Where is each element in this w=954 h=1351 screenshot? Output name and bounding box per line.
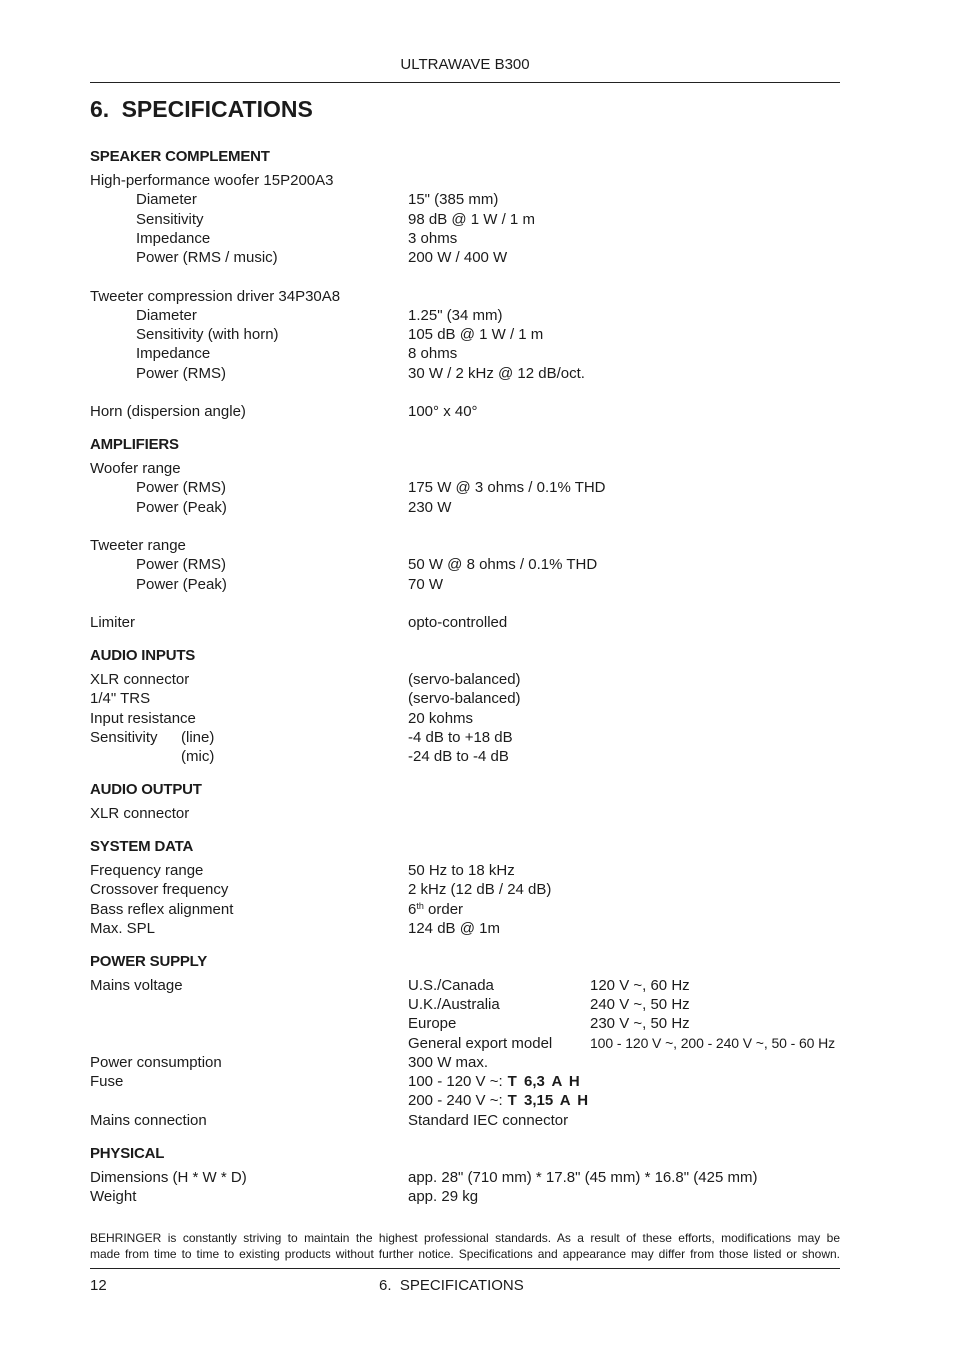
spec-row-weight bbox=[90, 1187, 840, 1206]
spec-row-bass-reflex bbox=[90, 900, 840, 919]
spec-row-mains-voltage bbox=[90, 1034, 840, 1053]
spec-label: Impedance bbox=[136, 229, 211, 247]
spec-label: Sensitivity bbox=[90, 728, 158, 746]
running-header-title: ULTRAWAVE B300 bbox=[400, 56, 530, 73]
spec-label: Max. SPL bbox=[90, 919, 156, 937]
spec-label: Frequency range bbox=[90, 862, 204, 879]
section-heading-physical: PHYSICAL bbox=[90, 1144, 165, 1162]
spec-label: Mains voltage bbox=[90, 976, 183, 994]
spec-label: Power (RMS) bbox=[136, 479, 227, 497]
spec-value: 300 W max. bbox=[408, 1053, 489, 1071]
spec-value: (servo-balanced) bbox=[408, 671, 521, 688]
page-number: 12 bbox=[90, 1277, 107, 1294]
spec-region: General export model bbox=[408, 1034, 553, 1052]
spec-label: Diameter bbox=[136, 191, 197, 209]
spec-value: 105 dB @ 1 W / 1 m bbox=[408, 326, 544, 343]
spec-row-woofer-power bbox=[90, 248, 840, 267]
spec-row-tweeter-power-rms bbox=[90, 555, 840, 574]
disclaimer-line: made from time to time to existing products without further notice. Specifications and appearance may differ from those listed or shown. bbox=[90, 1247, 840, 1261]
spec-row-crossover bbox=[90, 880, 840, 899]
spec-value: 98 dB @ 1 W / 1 m bbox=[408, 210, 535, 228]
section-heading-amplifiers: AMPLIFIERS bbox=[90, 436, 179, 453]
spec-row-tweeter-impedance bbox=[90, 344, 840, 363]
spec-row-tweeter-power-peak bbox=[90, 575, 840, 594]
spec-value-ordinal: th bbox=[416, 900, 424, 911]
spec-region: U.S./Canada bbox=[408, 976, 494, 994]
spacer bbox=[90, 383, 840, 402]
spec-label: Impedance bbox=[136, 345, 211, 363]
spec-value: 20 kohms bbox=[408, 709, 474, 727]
spec-value: 50 Hz to 18 kHz bbox=[408, 862, 515, 879]
section-heading-audio-inputs: AUDIO INPUTS bbox=[90, 647, 196, 664]
spec-value: 30 W / 2 kHz @ 12 dB/oct. bbox=[408, 364, 585, 382]
spec-value: 230 V ~, 50 Hz bbox=[590, 1015, 690, 1033]
spec-value: 100° x 40° bbox=[408, 403, 478, 420]
spec-value: 100 - 120 V ~, 200 - 240 V ~, 50 - 60 Hz bbox=[590, 1034, 836, 1051]
spec-group-label: Tweeter range bbox=[90, 537, 186, 554]
spec-label: Bass reflex alignment bbox=[90, 900, 234, 918]
spec-label: Weight bbox=[90, 1187, 137, 1205]
spec-value: 124 dB @ 1m bbox=[408, 919, 500, 937]
spec-row-woofer-power-rms bbox=[90, 478, 840, 497]
spec-value: 50 W @ 8 ohms / 0.1% THD bbox=[408, 556, 598, 574]
spec-value-number: 6 bbox=[408, 900, 417, 918]
spec-label: Crossover frequency bbox=[90, 881, 229, 899]
spec-row-mains-voltage bbox=[90, 995, 840, 1014]
spec-row-woofer-diameter bbox=[90, 190, 840, 209]
specifications-body bbox=[90, 147, 840, 1206]
spec-value: app. 29 kg bbox=[408, 1187, 479, 1205]
fuse-rating: T 6,3 A H bbox=[507, 1073, 580, 1090]
section-heading-system-data: SYSTEM DATA bbox=[90, 838, 194, 855]
spec-row-trs-input bbox=[90, 689, 840, 708]
spec-row-mains-voltage bbox=[90, 976, 840, 995]
spec-value: 120 V ~, 60 Hz bbox=[590, 976, 690, 994]
section-heading-audio-output: AUDIO OUTPUT bbox=[90, 781, 202, 798]
spec-region: U.K./Australia bbox=[408, 996, 500, 1013]
spec-label: Dimensions (H * W * D) bbox=[90, 1168, 247, 1186]
spec-label: Sensitivity bbox=[136, 210, 204, 228]
spec-row-woofer bbox=[90, 171, 840, 190]
fuse-rating: T 3,15 A H bbox=[507, 1092, 589, 1110]
spec-group-label: Woofer range bbox=[90, 460, 181, 477]
footer-rule bbox=[90, 1268, 840, 1269]
spec-row-sensitivity-line bbox=[90, 728, 840, 747]
spec-value: 240 V ~, 50 Hz bbox=[590, 996, 690, 1013]
spec-value bbox=[408, 1091, 588, 1110]
spec-row-horn bbox=[90, 402, 840, 421]
spec-label: Power (RMS) bbox=[136, 364, 227, 382]
spec-label: Input resistance bbox=[90, 709, 196, 727]
section-heading-power-supply: POWER SUPPLY bbox=[90, 952, 208, 970]
spacer bbox=[90, 594, 840, 613]
spec-row-fuse bbox=[90, 1072, 840, 1091]
spec-row-woofer-impedance bbox=[90, 229, 840, 248]
spec-value: 3 ohms bbox=[408, 229, 458, 247]
spec-value: -24 dB to -4 dB bbox=[408, 748, 509, 765]
spec-group-label: High-performance woofer 15P200A3 bbox=[90, 172, 334, 189]
spec-row-limiter bbox=[90, 613, 840, 632]
fuse-voltage-range: 200 - 240 V ~: bbox=[408, 1092, 503, 1110]
spec-value bbox=[408, 1072, 580, 1091]
spec-value: 15" (385 mm) bbox=[408, 191, 499, 209]
spacer bbox=[90, 517, 840, 536]
spec-region: Europe bbox=[408, 1015, 457, 1033]
footer-section-title: 6. SPECIFICATIONS bbox=[379, 1277, 524, 1294]
spec-label: Power consumption bbox=[90, 1053, 222, 1071]
spec-label: 1/4" TRS bbox=[90, 690, 151, 708]
spec-row-woofer-power-peak bbox=[90, 498, 840, 517]
spec-label: Power (RMS / music) bbox=[136, 249, 278, 266]
spec-group-label: Tweeter compression driver 34P30A8 bbox=[90, 287, 341, 305]
spec-row-tweeter-sensitivity bbox=[90, 325, 840, 344]
spec-sublabel: (mic) bbox=[181, 748, 215, 765]
page-title: 6. SPECIFICATIONS bbox=[90, 96, 313, 122]
spec-value: 175 W @ 3 ohms / 0.1% THD bbox=[408, 479, 606, 497]
spec-label: Power (RMS) bbox=[136, 556, 227, 574]
spec-label: Mains connection bbox=[90, 1111, 207, 1129]
spec-label: Sensitivity (with horn) bbox=[136, 326, 279, 343]
spacer bbox=[90, 267, 840, 286]
spec-label: XLR connector bbox=[90, 671, 190, 688]
spec-value: -4 dB to +18 dB bbox=[408, 728, 513, 746]
spec-value: app. 28" (710 mm) * 17.8" (45 mm) * 16.8" (425 mm) bbox=[408, 1168, 758, 1186]
spec-label: Power (Peak) bbox=[136, 575, 227, 593]
spec-value: Standard IEC connector bbox=[408, 1111, 569, 1129]
spec-value: 230 W bbox=[408, 498, 452, 516]
spec-row-frequency-range bbox=[90, 861, 840, 880]
spec-row-xlr-input bbox=[90, 670, 840, 689]
header-rule bbox=[90, 82, 840, 83]
spec-row-woofer-sensitivity bbox=[90, 210, 840, 229]
spec-value: 70 W bbox=[408, 575, 444, 593]
spec-value-rest: order bbox=[423, 900, 464, 918]
spec-value: 200 W / 400 W bbox=[408, 249, 508, 266]
disclaimer bbox=[90, 1230, 840, 1262]
spec-label: Power (Peak) bbox=[136, 498, 227, 516]
spec-row-fuse bbox=[90, 1091, 840, 1110]
spec-value: opto-controlled bbox=[408, 614, 508, 631]
spec-row-tweeter-range bbox=[90, 536, 840, 555]
spec-value: 8 ohms bbox=[408, 345, 458, 363]
disclaimer-line: BEHRINGER is constantly striving to maintain the highest professional standards. As a result of these efforts, modifications may be bbox=[90, 1231, 840, 1245]
spec-sublabel: (line) bbox=[181, 728, 215, 746]
fuse-voltage-range: 100 - 120 V ~: bbox=[408, 1073, 503, 1090]
spec-row-max-spl bbox=[90, 919, 840, 938]
spec-row-dimensions bbox=[90, 1168, 840, 1187]
spec-row-xlr-output bbox=[90, 804, 840, 823]
spec-row-power-consumption bbox=[90, 1053, 840, 1072]
spec-row-mains-voltage bbox=[90, 1014, 840, 1033]
spec-row-input-resistance bbox=[90, 709, 840, 728]
spec-label: Diameter bbox=[136, 306, 197, 324]
spec-value: 2 kHz (12 dB / 24 dB) bbox=[408, 881, 552, 899]
spec-row-tweeter-power bbox=[90, 364, 840, 383]
spec-value: 1.25" (34 mm) bbox=[408, 306, 503, 324]
spec-row-mains-connection bbox=[90, 1111, 840, 1130]
spec-value bbox=[408, 900, 463, 919]
spec-label: Horn (dispersion angle) bbox=[90, 403, 246, 420]
section-heading-speaker-complement: SPEAKER COMPLEMENT bbox=[90, 148, 270, 165]
spec-label: Fuse bbox=[90, 1073, 124, 1090]
spec-row-tweeter-diameter bbox=[90, 306, 840, 325]
spec-row-tweeter bbox=[90, 287, 840, 306]
spec-label: Limiter bbox=[90, 614, 136, 631]
spec-value: (servo-balanced) bbox=[408, 690, 521, 708]
spec-row-sensitivity-mic bbox=[90, 747, 840, 766]
spec-label: XLR connector bbox=[90, 805, 190, 822]
spec-row-woofer-range bbox=[90, 459, 840, 478]
